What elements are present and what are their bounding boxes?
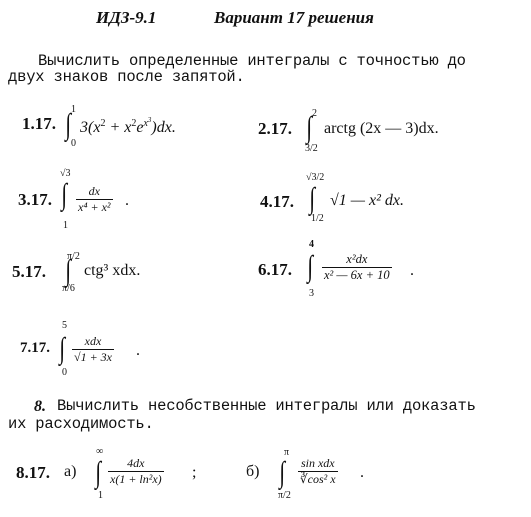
period: . bbox=[125, 192, 129, 209]
fraction bbox=[322, 252, 392, 283]
lower-limit: 3/2 bbox=[305, 143, 318, 154]
variant-title: Вариант 17 решения bbox=[214, 8, 374, 27]
integrand-part: + x bbox=[105, 119, 132, 136]
intro-line-1: Вычислить определенные интегралы с точностью до bbox=[38, 52, 466, 70]
fraction bbox=[298, 456, 338, 487]
integrand-part: )dx. bbox=[151, 119, 176, 136]
integrand-part: e bbox=[136, 119, 144, 136]
integral-sign: ∫ bbox=[65, 254, 71, 287]
integrand-part: 3(x bbox=[80, 119, 101, 136]
problem-label: 1.17. bbox=[22, 114, 56, 133]
period: . bbox=[360, 464, 364, 481]
upper-limit: 4 bbox=[309, 239, 314, 250]
upper-limit: 5 bbox=[62, 320, 67, 331]
section-8-line-2: их расходимость. bbox=[8, 415, 154, 433]
denominator: x⁴ + x² bbox=[78, 200, 111, 214]
integral-sign: ∫ bbox=[306, 111, 312, 144]
integral-sign: ∫ bbox=[65, 108, 71, 141]
upper-limit: π/2 bbox=[67, 251, 80, 262]
integral-sign: ∫ bbox=[307, 250, 313, 283]
lower-limit: 3 bbox=[309, 288, 314, 299]
problem-label: 7.17. bbox=[20, 340, 50, 356]
upper-limit: ∞ bbox=[96, 446, 104, 457]
integrand: ctg³ xdx. bbox=[84, 262, 141, 279]
numerator: 4dx bbox=[108, 456, 164, 472]
integral-sign: ∫ bbox=[95, 456, 101, 489]
lower-limit: π/2 bbox=[278, 490, 291, 501]
upper-limit: √3 bbox=[60, 168, 71, 179]
numerator: xdx bbox=[72, 334, 114, 350]
integrand: $3(x^2 + x^2e^{x^3})dx$. bbox=[80, 116, 176, 136]
integrand: arctg (2x — 3)dx. bbox=[324, 120, 439, 137]
problem-label: 6.17. bbox=[258, 260, 292, 279]
fraction bbox=[72, 334, 114, 365]
fraction bbox=[108, 456, 164, 487]
problem-label: 5.17. bbox=[12, 262, 46, 281]
upper-limit: 1 bbox=[71, 104, 76, 115]
semicolon: ; bbox=[192, 464, 197, 481]
part-a-mark: а) bbox=[64, 463, 77, 480]
denominator: x(1 + ln²x) bbox=[110, 472, 162, 486]
fraction bbox=[76, 184, 113, 215]
upper-limit: √3/2 bbox=[306, 172, 325, 183]
integrand: √1 — x² dx. bbox=[330, 192, 405, 209]
part-b-mark: б) bbox=[246, 463, 260, 480]
period: . bbox=[410, 262, 414, 279]
denominator: x² — 6x + 10 bbox=[324, 268, 390, 282]
lower-limit: 1 bbox=[63, 220, 68, 231]
numerator: sin xdx bbox=[298, 456, 338, 472]
numerator: dx bbox=[76, 184, 113, 200]
denominator: ∛cos² x bbox=[300, 472, 336, 486]
intro-line-2: двух знаков после запятой. bbox=[8, 68, 245, 86]
lower-limit: π/6 bbox=[62, 283, 75, 294]
problem-label: 8.17. bbox=[16, 463, 50, 482]
upper-limit: π bbox=[284, 447, 290, 458]
upper-limit: 2 bbox=[312, 108, 317, 119]
numerator: x²dx bbox=[322, 252, 392, 268]
integral-sign: ∫ bbox=[59, 332, 65, 365]
lower-limit: 0 bbox=[71, 138, 76, 149]
lower-limit: 1/2 bbox=[311, 213, 324, 224]
section-8-line-1: Вычислить несобственные интегралы или доказать bbox=[57, 397, 476, 415]
lower-limit: 0 bbox=[62, 367, 67, 378]
section-8-label: 8. bbox=[34, 398, 46, 415]
denominator: √1 + 3x bbox=[74, 350, 113, 364]
integral-sign: ∫ bbox=[279, 456, 285, 489]
assignment-title: ИДЗ-9.1 bbox=[96, 8, 157, 27]
lower-limit: 1 bbox=[98, 490, 103, 501]
problem-label: 2.17. bbox=[258, 119, 292, 138]
integral-sign: ∫ bbox=[309, 182, 315, 215]
problem-label: 4.17. bbox=[260, 192, 294, 211]
period: . bbox=[136, 342, 140, 359]
integral-sign: ∫ bbox=[61, 178, 67, 211]
problem-label: 3.17. bbox=[18, 190, 52, 209]
